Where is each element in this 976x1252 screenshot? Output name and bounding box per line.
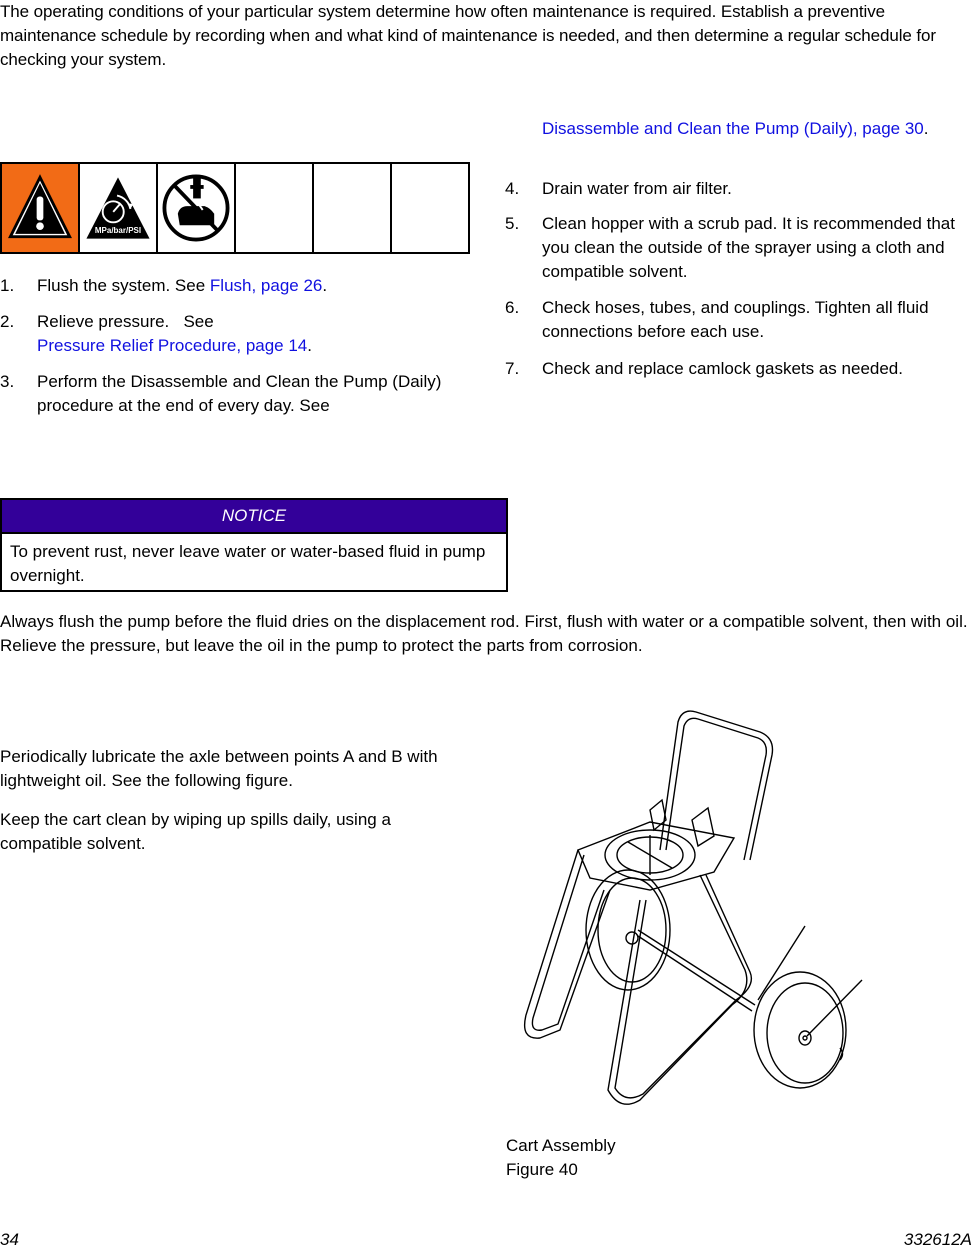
pressure-relief-link[interactable]: Pressure Relief Procedure, page 14 <box>37 336 308 355</box>
page-number: 34 <box>0 1230 19 1249</box>
intro-paragraph: The operating conditions of your particular system determine how often maintenance is required. Establish a preventive maintenance schedule by recording when and what kind of maintenance is needed, and then determine a regular schedule for checking your system. <box>0 2 936 69</box>
empty-symbol-cell <box>392 164 468 252</box>
pressure-units-label: MPa/bar/PSI <box>94 226 142 235</box>
empty-symbol-cell <box>236 164 314 252</box>
warning-symbol-row <box>0 162 470 254</box>
notice-body: To prevent rust, never leave water or water-based fluid in pump overnight. <box>10 542 486 585</box>
document-number: 332612A <box>903 1230 972 1249</box>
flush-paragraph: Always flush the pump before the fluid dries on the displacement rod. First, flush with water or a compatible solvent, then with oil. Relieve the pressure, but leave the oil in the pump to protect the parts from corrosion. <box>0 612 968 655</box>
disassemble-clean-link[interactable]: Disassemble and Clean the Pump (Daily), page 30 <box>542 119 924 138</box>
figure-caption: Cart Assembly Figure 40 <box>506 1136 616 1179</box>
no-spray-hand-icon <box>158 164 236 252</box>
flush-link[interactable]: Flush, page 26 <box>209 276 323 295</box>
notice-title: NOTICE <box>2 500 506 534</box>
empty-symbol-cell <box>314 164 392 252</box>
cart-lubricate-paragraph: Periodically lubricate the axle between points A and B with lightweight oil. See the following figure. <box>0 747 438 790</box>
cart-assembly-illustration <box>500 700 880 1110</box>
warning-triangle-icon <box>2 164 80 252</box>
pressure-gauge-icon <box>80 164 158 252</box>
cart-clean-paragraph: Keep the cart clean by wiping up spills daily, using a compatible solvent. <box>0 810 391 853</box>
notice-box <box>0 498 508 592</box>
